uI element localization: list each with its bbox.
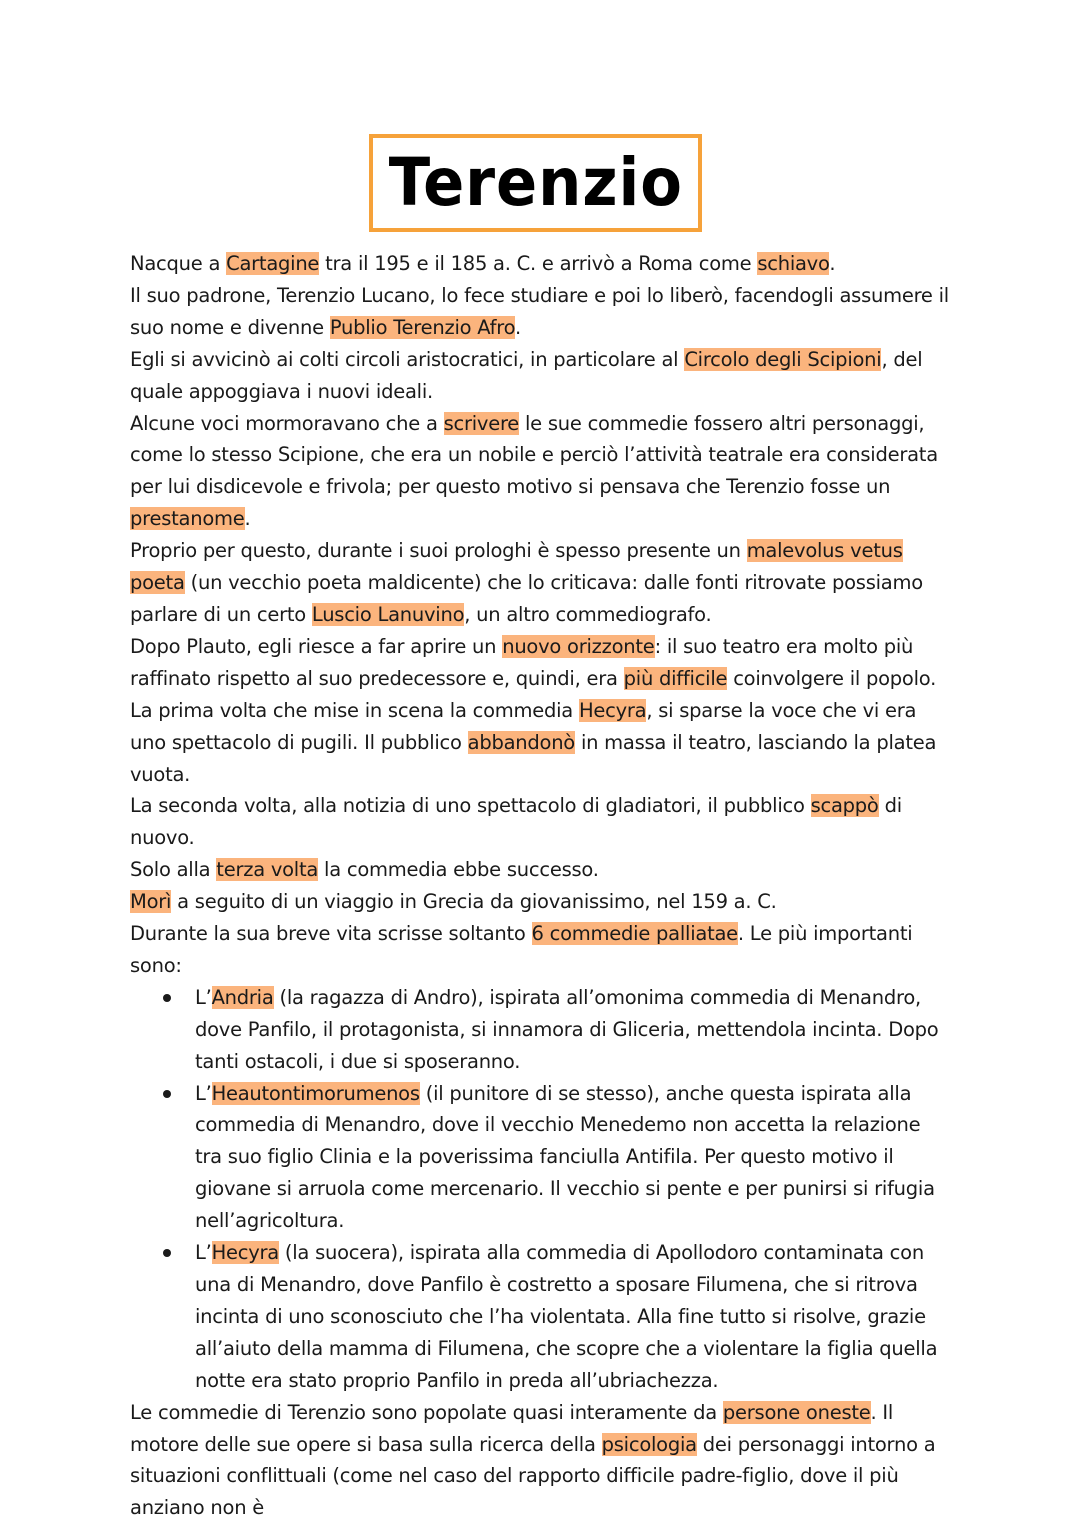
highlight: terza volta [216, 858, 319, 882]
highlight: Luscio Lanuvino [311, 602, 465, 626]
list-item: L’Heautontimorumenos (il punitore di se stesso), anche questa ispirata alla commedia di Menandro, dove il vecchio Menedemo non accetta la relazione tra suo figlio Clinia e la poverissima fanciulla Antifila. Per questo motivo il giovane si arruola come mercenario. Il vecchio si pente e per punirsi si rifugia nell’agricoltura. [195, 1078, 950, 1238]
paragraph-circle: Egli si avvicinò ai colti circoli aristocratici, in particolare al Circolo degli Scipioni, del quale appoggiava i nuovi ideali. [130, 347, 923, 403]
paragraph-hecyra-second: La seconda volta, alla notizia di uno spettacolo di gladiatori, il pubblico scappò di nuovo. [130, 794, 902, 850]
highlight: 6 commedie palliatae [531, 922, 738, 946]
highlight: Cartagine [226, 252, 320, 275]
list-item: L’Andria (la ragazza di Andro), ispirata all’omonima commedia di Menandro, dove Panfilo, il protagonista, si innamora di Gliceria, mettendola incinta. Dopo tanti ostacoli, i due si sposeranno. [195, 982, 950, 1078]
highlight: Circolo degli Scipioni [684, 347, 882, 371]
title-box [369, 134, 702, 232]
highlight: scrivere [443, 411, 520, 435]
paragraph-works-intro: Durante la sua breve vita scrisse soltanto 6 commedie palliatae. Le più importanti sono: [130, 922, 913, 977]
document-body [130, 248, 950, 1524]
paragraph-closing: Le commedie di Terenzio sono popolate quasi interamente da persone oneste. Il motore delle sue opere si basa sulla ricerca della psicologia dei personaggi intorno a situazioni conflittuali (come nel caso del rapporto difficile padre-figlio, dove il più anziano non è [130, 1400, 936, 1520]
works-list [130, 982, 950, 1397]
highlight: abbandonò [467, 730, 575, 754]
paragraph-death: Morì a seguito di un viaggio in Grecia da giovanissimo, nel 159 a. C. [130, 890, 777, 914]
list-item: L’Hecyra (la suocera), ispirata alla commedia di Apollodoro contaminata con una di Menandro, dove Panfilo è costretto a sposare Filumena, che si ritrova incinta di uno sconosciuto che l’ha violentata. Alla fine tutto si risolve, grazie all’aiuto della mamma di Filumena, che scopre che a violentare la figlia quella notte era stato proprio Panfilo in preda all’ubriachezza. [195, 1237, 950, 1397]
paragraph-hecyra-third: Solo alla terza volta la commedia ebbe successo. [130, 858, 599, 882]
highlight: Andria [211, 985, 274, 1009]
highlight: scappò [810, 794, 879, 818]
highlight: malevolus vetus poeta [130, 539, 903, 595]
highlight: Heautontimorumenos [211, 1081, 420, 1105]
highlight: Hecyra [211, 1241, 279, 1265]
highlight: persone oneste [722, 1400, 871, 1424]
highlight: schiavo [757, 252, 830, 275]
highlight: nuovo orizzonte [502, 634, 655, 658]
paragraph-prologues: Proprio per questo, durante i suoi prologhi è spesso presente un malevolus vetus poeta (un vecchio poeta maldicente) che lo criticava: dalle fonti ritrovate possiamo parlare di un certo Luscio Lanuvino, un altro commediografo. [130, 539, 923, 626]
paragraph-birth: Nacque a Cartagine tra il 195 e il 185 a. C. e arrivò a Roma come schiavo. [130, 252, 836, 275]
highlight: psicologia [601, 1432, 697, 1456]
highlight: prestanome [130, 507, 245, 531]
paragraph-rumors: Alcune voci mormoravano che a scrivere le sue commedie fossero altri personaggi, come lo stesso Scipione, che era un nobile e perciò l’attività teatrale era considerata per lui disdicevole e frivola; per questo motivo si pensava che Terenzio fosse un prestanome. [130, 411, 938, 531]
paragraph-freedom: Il suo padrone, Terenzio Lucano, lo fece studiare e poi lo liberò, facendogli assumere il suo nome e divenne Publio Terenzio Afro. [130, 283, 949, 339]
highlight: più difficile [623, 666, 728, 690]
paragraph-horizon: Dopo Plauto, egli riesce a far aprire un nuovo orizzonte: il suo teatro era molto più raffinato rispetto al suo predecessore e, quindi, era più difficile coinvolgere il popolo. [130, 634, 937, 690]
highlight: Publio Terenzio Afro [329, 315, 515, 339]
paragraph-hecyra-first: La prima volta che mise in scena la commedia Hecyra, si sparse la voce che vi era uno spettacolo di pugili. Il pubblico abbandonò in massa il teatro, lasciando la platea vuota. [130, 698, 937, 786]
page-title: Terenzio [388, 144, 683, 221]
highlight: Hecyra [578, 698, 647, 722]
highlight: Morì [130, 890, 172, 914]
